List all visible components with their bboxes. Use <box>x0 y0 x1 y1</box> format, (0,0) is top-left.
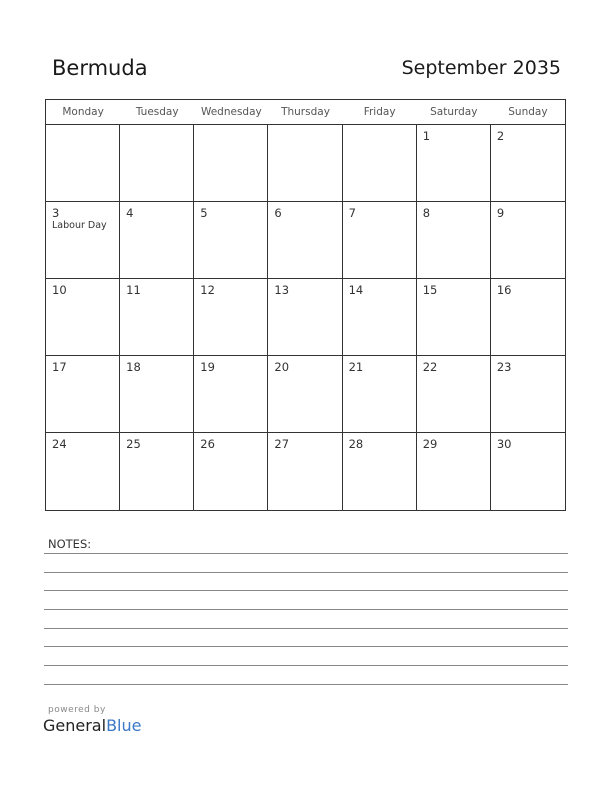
weekday-header <box>46 100 565 125</box>
weekday-label: Monday <box>62 106 104 118</box>
notes-line <box>44 684 568 685</box>
day-number: 29 <box>422 437 438 451</box>
day-cell <box>194 433 268 510</box>
powered-by-text: powered by <box>48 705 106 715</box>
day-cell <box>194 202 268 279</box>
weekday-label: Wednesday <box>200 106 262 118</box>
day-number: 3 <box>52 206 60 220</box>
notes-line <box>44 628 568 629</box>
weekday-label: Thursday <box>281 106 330 118</box>
day-number: 27 <box>274 437 290 451</box>
notes-line <box>44 590 568 591</box>
day-cell <box>491 279 565 356</box>
notes-line <box>44 553 568 554</box>
weekday-label: Saturday <box>430 106 478 118</box>
notes-line <box>44 609 568 610</box>
day-cell <box>268 279 342 356</box>
day-number: 7 <box>348 206 356 220</box>
holiday-label: Labour Day <box>52 220 107 231</box>
day-cell <box>46 433 120 510</box>
day-number: 6 <box>274 206 282 220</box>
day-cell <box>268 356 342 433</box>
day-cell <box>194 356 268 433</box>
day-cell <box>417 356 491 433</box>
day-cell <box>46 202 120 279</box>
day-number: 15 <box>422 283 438 297</box>
weekday-label: Sunday <box>508 106 548 118</box>
day-number: 23 <box>496 360 512 374</box>
day-number: 18 <box>126 360 141 374</box>
calendar-grid <box>45 99 566 511</box>
day-number: 26 <box>200 437 215 451</box>
day-cell <box>120 433 194 510</box>
day-cell <box>343 125 417 202</box>
day-number: 9 <box>496 206 505 220</box>
weekday-label: Tuesday <box>135 106 179 118</box>
day-cell <box>343 356 417 433</box>
country-title: Bermuda <box>52 56 148 80</box>
day-number: 8 <box>422 206 431 220</box>
day-number: 30 <box>496 437 512 451</box>
day-cell <box>120 356 194 433</box>
day-cell <box>417 279 491 356</box>
day-cell <box>417 125 491 202</box>
day-number: 19 <box>200 360 215 374</box>
day-number: 16 <box>496 283 512 297</box>
day-cell <box>120 202 194 279</box>
notes-line <box>44 665 568 666</box>
day-number: 13 <box>274 283 290 297</box>
day-cell <box>194 125 268 202</box>
brand-blue: Blue <box>106 716 142 735</box>
day-cell <box>491 356 565 433</box>
day-number: 17 <box>52 360 67 374</box>
day-number: 1 <box>422 129 431 143</box>
day-number: 5 <box>200 206 208 220</box>
day-number: 4 <box>126 206 134 220</box>
day-cell <box>46 125 120 202</box>
day-cell <box>194 279 268 356</box>
day-number: 21 <box>348 360 364 374</box>
day-cell <box>343 433 417 510</box>
day-number: 24 <box>52 437 67 451</box>
day-cell <box>268 125 342 202</box>
generalblue-logo[interactable] <box>43 716 141 735</box>
day-number: 12 <box>200 283 215 297</box>
day-cell <box>46 279 120 356</box>
day-number: 2 <box>496 129 505 143</box>
day-number: 25 <box>126 437 141 451</box>
day-number: 10 <box>52 283 67 297</box>
day-number: 20 <box>274 360 290 374</box>
day-cell <box>343 279 417 356</box>
day-cell <box>417 433 491 510</box>
notes-line <box>44 646 568 647</box>
notes-line <box>44 572 568 573</box>
day-number: 22 <box>422 360 438 374</box>
day-cells <box>46 125 565 510</box>
day-cell <box>417 202 491 279</box>
day-cell <box>120 125 194 202</box>
brand-general: General <box>43 716 107 735</box>
day-cell <box>343 202 417 279</box>
weekday-label: Friday <box>363 106 396 118</box>
month-title: September 2035 <box>401 57 561 79</box>
notes-label: NOTES: <box>48 537 92 551</box>
day-number: 14 <box>348 283 364 297</box>
day-cell <box>491 202 565 279</box>
day-cell <box>491 125 565 202</box>
day-cell <box>120 279 194 356</box>
day-cell <box>491 433 565 510</box>
day-cell <box>268 202 342 279</box>
day-cell <box>268 433 342 510</box>
day-cell <box>46 356 120 433</box>
day-number: 28 <box>348 437 364 451</box>
day-number: 11 <box>126 283 141 297</box>
